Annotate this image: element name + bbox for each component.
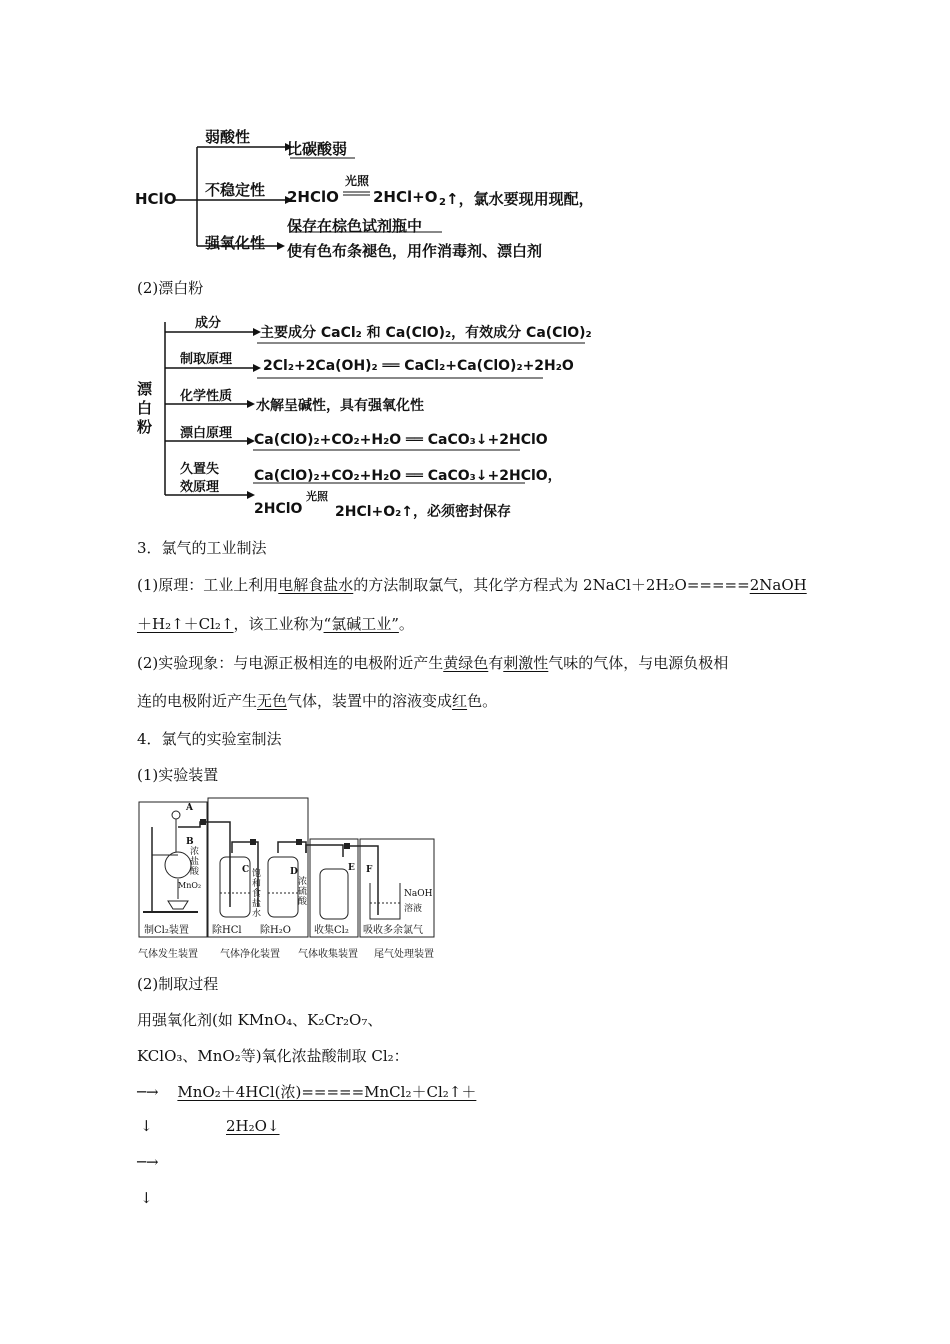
s3-p1-naoh: 2NaOH bbox=[749, 576, 807, 594]
row-preparation-text: 2Cl₂+2Ca(OH)₂ ══ CaCl₂+Ca(ClO)₂+2H₂O bbox=[263, 358, 574, 374]
row-bleach-principle-text: Ca(ClO)₂+CO₂+H₂O ══ CaCO₃↓+2HClO bbox=[254, 432, 548, 448]
branch-oxidizing-text: 使有色布条褪色，用作消毒剂、漂白剂 bbox=[287, 242, 543, 260]
s3-p2-c: 气味的气体，与电源负极相 bbox=[548, 654, 729, 672]
section4-title: 4．氯气的实验室制法 bbox=[137, 730, 282, 748]
section3-para2-line2 bbox=[137, 690, 497, 711]
row-failure-label-2: 效原理 bbox=[180, 480, 220, 495]
section3-para1-line1 bbox=[137, 574, 807, 595]
section4-sub1: (1)实验装置 bbox=[137, 766, 219, 784]
flow4-arrow: ↓ bbox=[140, 1189, 153, 1207]
s3-p2-b: 有 bbox=[488, 654, 504, 672]
s3-p1-c: ，该工业称为 bbox=[233, 615, 324, 633]
box-remove-hcl: 除HCl bbox=[212, 925, 242, 936]
section4-para1: 用强氧化剂(如 KMnO₄、K₂Cr₂O₇、 bbox=[137, 1011, 383, 1029]
branch-unstable-eq-sub: 2 bbox=[439, 197, 446, 208]
row-chem-prop-label: 化学性质 bbox=[180, 389, 233, 404]
box-generate: 制Cl₂装置 bbox=[144, 925, 189, 936]
s3-p3-a: 连的电极附近产生 bbox=[137, 692, 258, 710]
row-composition-label: 成分 bbox=[195, 316, 222, 331]
flow2-equation: 2H₂O↓ bbox=[226, 1117, 280, 1135]
s3-p3-colorless: 无色 bbox=[257, 692, 288, 710]
branch-unstable-eq-right: 2HCl+O bbox=[373, 188, 438, 206]
row-composition-text: 主要成分 CaCl₂ 和 Ca(ClO)₂，有效成分 Ca(ClO)₂ bbox=[260, 325, 592, 341]
hclo-diagram bbox=[135, 120, 605, 270]
flow1-arrow: ─→ bbox=[137, 1083, 159, 1101]
s3-p1-a: (1)原理：工业上利用 bbox=[137, 576, 279, 594]
row-chem-prop-text: 水解呈碱性，具有强氧化性 bbox=[256, 398, 424, 414]
row-failure-text: Ca(ClO)₂+CO₂+H₂O ══ CaCO₃↓+2HClO， bbox=[254, 468, 562, 484]
branch-unstable-label: 不稳定性 bbox=[205, 181, 266, 199]
label-f: F bbox=[366, 865, 373, 875]
caption-tail: 尾气处理装置 bbox=[374, 949, 434, 960]
label-mno2: MnO₂ bbox=[178, 881, 202, 890]
s3-p1-electrolysis: 电解食盐水 bbox=[278, 576, 354, 594]
s3-p2-yellow-green: 黄绿色 bbox=[443, 654, 489, 672]
branch-unstable-eq-left: 2HClO bbox=[287, 188, 339, 206]
s3-p3-b: 气体，装置中的溶液变成 bbox=[287, 692, 453, 710]
s3-p2-a: (2)实验现象：与电源正极相连的电极附近产生 bbox=[137, 654, 444, 672]
apparatus-drawing bbox=[138, 797, 448, 962]
s3-p3-c: 色。 bbox=[467, 692, 498, 710]
flow1-equation: MnO₂＋4HCl(浓)=====MnCl₂＋Cl₂↑＋ bbox=[177, 1083, 477, 1101]
caption-generate: 气体发生装置 bbox=[138, 949, 198, 960]
s3-p2-irritating: 刺激性 bbox=[503, 654, 549, 672]
apparatus-figure bbox=[138, 797, 448, 962]
row-bleach-principle-label: 漂白原理 bbox=[180, 426, 233, 441]
label-solution: 溶液 bbox=[404, 904, 423, 914]
section4-sub2: (2)制取过程 bbox=[137, 975, 219, 993]
caption-collect: 气体收集装置 bbox=[298, 949, 358, 960]
s3-p1-d: 。 bbox=[398, 615, 414, 633]
branch-weak-acid-label: 弱酸性 bbox=[205, 128, 251, 146]
hclo-root: HClO bbox=[135, 190, 177, 208]
flow-line-1 bbox=[137, 1081, 476, 1102]
s3-p1-products: ＋H₂↑＋Cl₂↑ bbox=[137, 615, 234, 633]
section4-para2: KClO₃、MnO₂等)氧化浓盐酸制取 Cl₂： bbox=[137, 1047, 409, 1065]
row-failure-text2-right: 2HCl+O₂↑，必须密封保存 bbox=[335, 504, 512, 520]
label-naoh: NaOH bbox=[404, 889, 433, 899]
label-b: B bbox=[186, 837, 194, 847]
section3-title: 3．氯气的工业制法 bbox=[137, 539, 267, 557]
branch-unstable-eq-rest: ↑，氯水要现用现配， bbox=[446, 190, 594, 208]
section-bleach-title: (2)漂白粉 bbox=[137, 279, 204, 297]
row-failure-text2-left: 2HClO bbox=[254, 501, 303, 517]
branch-unstable-eq-cond: 光照 bbox=[345, 174, 370, 188]
row-preparation-label: 制取原理 bbox=[180, 352, 233, 367]
label-conc-h2so4: 浓硫酸 bbox=[298, 877, 308, 907]
s3-p1-chlor-alkali: “氯碱工业” bbox=[323, 615, 399, 633]
label-c: C bbox=[242, 865, 250, 875]
row-failure-label-1: 久置失 bbox=[180, 462, 220, 477]
label-a: A bbox=[186, 803, 193, 813]
bleach-root: 漂白粉 bbox=[137, 380, 153, 436]
flow3-arrow: ─→ bbox=[137, 1153, 159, 1171]
box-collect: 收集Cl₂ bbox=[314, 925, 349, 936]
label-sat-nacl: 饱和食盐水 bbox=[252, 869, 262, 919]
box-absorb: 吸收多余氯气 bbox=[363, 925, 423, 936]
section3-para2-line1 bbox=[137, 652, 728, 673]
bleach-diagram bbox=[135, 310, 595, 525]
label-conc-hcl: 浓盐酸 bbox=[190, 847, 200, 877]
box-remove-h2o: 除H₂O bbox=[260, 925, 291, 936]
caption-purify: 气体净化装置 bbox=[220, 949, 280, 960]
row-failure-text2-cond: 光照 bbox=[306, 490, 328, 503]
section3-para1-line2 bbox=[137, 613, 414, 634]
s3-p3-red: 红 bbox=[452, 692, 468, 710]
branch-storage-text: 保存在棕色试剂瓶中 bbox=[287, 217, 423, 235]
label-d: D bbox=[290, 867, 298, 877]
branch-weak-acid-text: 比碳酸弱 bbox=[287, 140, 348, 158]
label-e: E bbox=[348, 863, 355, 873]
branch-oxidizing-label: 强氧化性 bbox=[205, 234, 266, 252]
flow2-arrow: ↓ bbox=[140, 1117, 153, 1135]
s3-p1-b: 的方法制取氯气，其化学方程式为 2NaCl＋2H₂O===== bbox=[353, 576, 750, 594]
